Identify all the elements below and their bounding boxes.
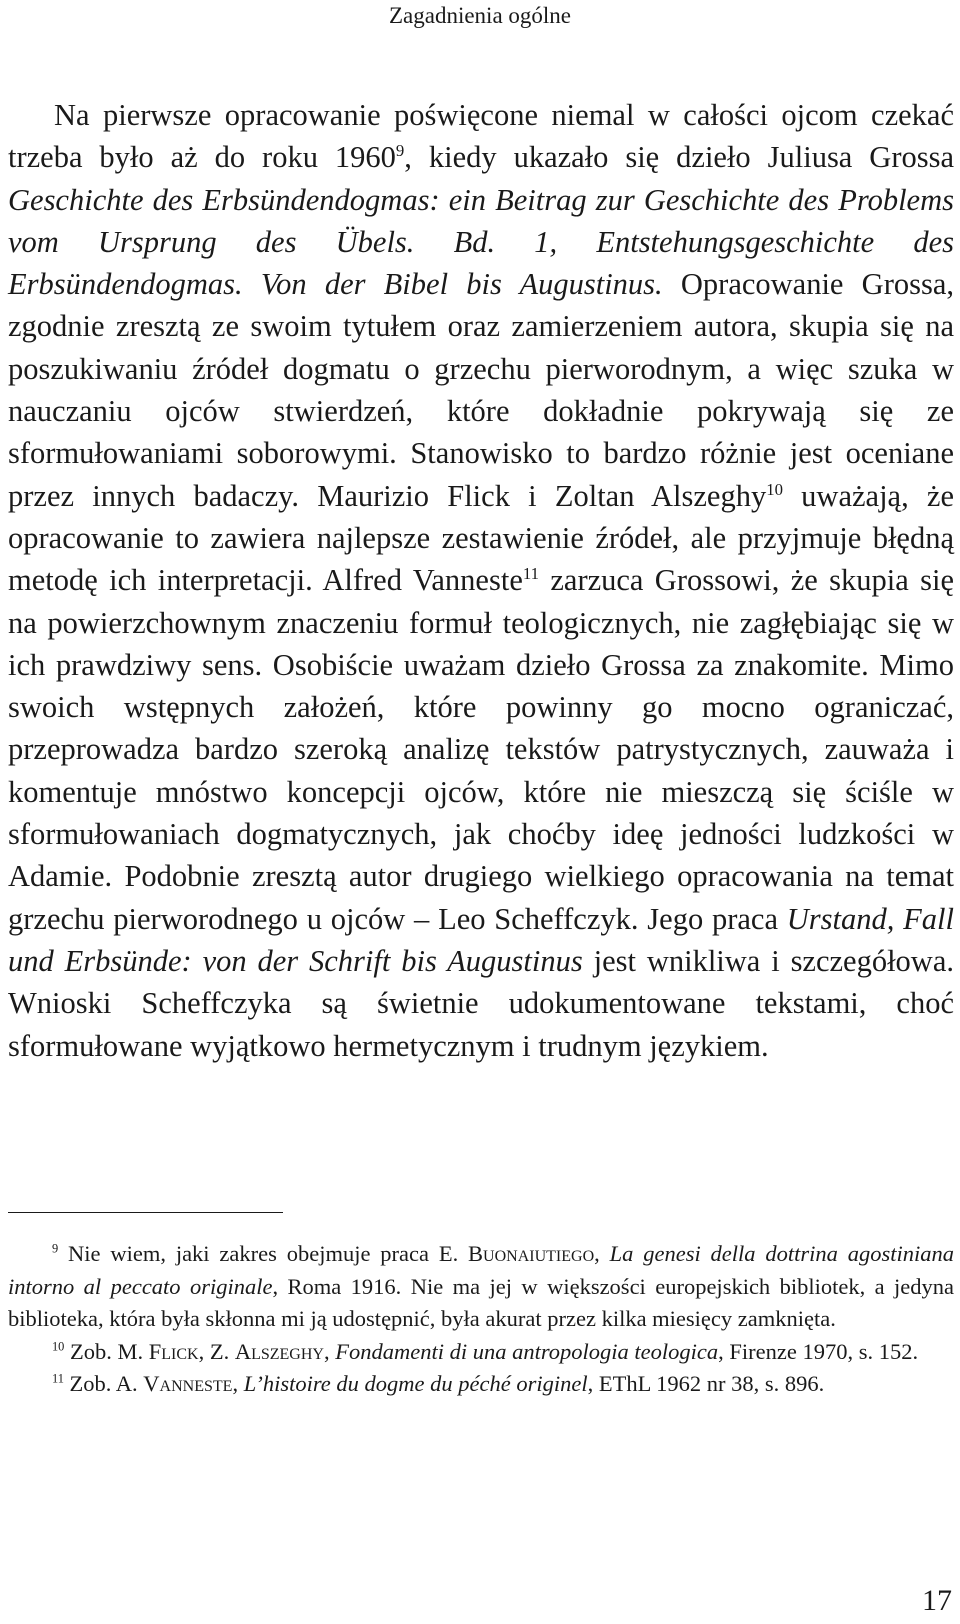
footnote-text: , Z. bbox=[198, 1338, 235, 1364]
footnote-text: Zob. M. bbox=[64, 1338, 149, 1364]
body-text: Opracowanie Grossa, zgodnie zresztą ze swoim tytułem oraz zamierzeniem autora, skupia się na poszukiwaniu źródeł dogmatu o grzechu pierworodnym, a więc szuka w nauczaniu ojców stwierdzeń, które dokładnie pokrywają się ze sformułowaniami soborowymi. Stanowisko to bardzo różnie jest oceniane przez innych badaczy. Maurizio Flick i Zoltan Alszeghy bbox=[8, 267, 955, 513]
author-name: Flick bbox=[148, 1338, 199, 1364]
footnote-number: 10 bbox=[52, 1339, 65, 1354]
footnote-ref-10[interactable]: 10 bbox=[766, 479, 783, 499]
author-name: Buonaiutiego bbox=[468, 1241, 595, 1266]
footnote-separator bbox=[8, 1212, 283, 1213]
cited-title: La genesi della dottrina agostiniana intorno al peccato originale bbox=[8, 1241, 954, 1299]
footnote-text: , EThL 1962 nr 38, s. 896. bbox=[587, 1371, 825, 1397]
footnote-ref-11[interactable]: 11 bbox=[522, 564, 540, 584]
body-text: jest wnikliwa i szczegółowa. Wnioski Scheffczyka są świetnie udokumentowane tekstami, choć sformułowane wyjątkowo hermetycznym i trudnym językiem. bbox=[8, 943, 954, 1063]
footnote-ref-9[interactable]: 9 bbox=[395, 141, 405, 161]
footnote-text: , bbox=[323, 1338, 336, 1364]
footnote-number: 11 bbox=[52, 1371, 64, 1386]
author-name: Alszeghy bbox=[234, 1338, 324, 1364]
cited-title: Fondamenti di una antropologia teologica bbox=[335, 1338, 719, 1364]
body-text: zarzuca Grossowi, że skupia się na powierzchownym znaczeniu formuł teologicznych, nie zagłębiając się w ich prawdziwy sens. Osobiście uważam dzieło Grossa za znakomite. Mimo swoich wstępnych założeń, które powinny go mocno ograniczać, przeprowadza bardzo szeroką analizę tekstów patrystycznych, zauważa i komentuje mnóstwo koncepcji ojców, które nie mieszczą się ściśle w sformułowaniach dogmatycznych, jak choćby ideę jedności ludzkości w Adamie. Podobnie zresztą autor drugiego wielkiego opracowania na temat grzechu pierworodnego u ojców – Leo Scheffczyk. Jego praca bbox=[8, 563, 954, 936]
footnote-11 bbox=[8, 1368, 954, 1401]
body-text: uważają, że opracowanie to zawiera najlepsze zestawienie źródeł, ale przyjmuje błędną metodę ich interpretacji. Alfred Vanneste bbox=[8, 478, 955, 598]
footnote-10 bbox=[8, 1336, 954, 1369]
cited-title: L’histoire du dogme du péché originel bbox=[243, 1371, 588, 1397]
footnote-text: , bbox=[594, 1241, 610, 1266]
footnote-number: 9 bbox=[52, 1241, 59, 1256]
body-text: Na pierwsze opracowanie poświęcone niemal w całości ojcom czekać trzeba było aż do roku 1960 bbox=[8, 98, 954, 175]
footnote-text: , Roma 1916. Nie ma jej w większości europejskich bibliotek, a jedyna biblioteka, która była skłonna mi ją udostępnić, była akurat przez kilka miesięcy zamknięta. bbox=[8, 1273, 955, 1332]
footnote-text: Zob. A. bbox=[63, 1371, 144, 1397]
author-name: Vanneste bbox=[143, 1371, 233, 1397]
book-title-grossa: Geschichte des Erbsündendogmas: ein Beitrag zur Geschichte des Problems vom Ursprung des Übels. Bd. 1, Entstehungsgeschichte des Erbsündendogmas. Von der Bibel bis Augustinus. bbox=[8, 182, 954, 302]
footnote-text: , Firenze 1970, s. 152. bbox=[718, 1338, 919, 1364]
main-paragraph bbox=[8, 94, 954, 1067]
footnote-text: , bbox=[232, 1371, 244, 1397]
body-text: , kiedy ukazało się dzieło Juliusa Grossa bbox=[404, 140, 954, 175]
book-title-scheffczyk: Urstand, Fall und Erbsünde: von der Schrift bis Augustinus bbox=[8, 901, 954, 978]
running-head: Zagadnienia ogólne bbox=[388, 3, 571, 28]
footnote-9 bbox=[8, 1238, 954, 1336]
footnote-text: Nie wiem, jaki zakres obejmuje praca E. bbox=[58, 1241, 469, 1266]
page-number: 17 bbox=[922, 1584, 952, 1617]
footnotes bbox=[8, 1238, 954, 1401]
